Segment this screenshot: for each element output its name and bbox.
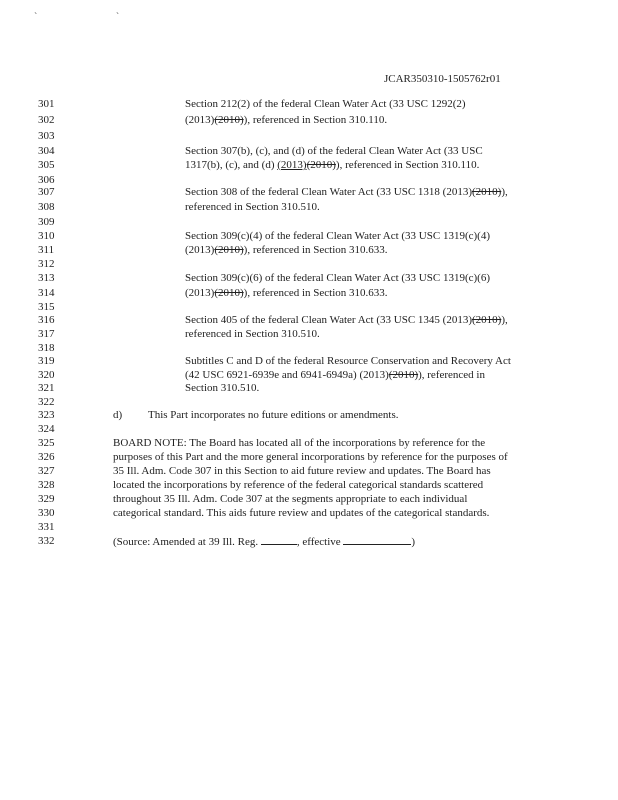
line-number: 322 [38,396,55,408]
line-number: 304 [38,145,55,157]
line-number: 309 [38,216,55,228]
line-number: 310 [38,230,55,242]
text-line: (2013)(2010)), referenced in Section 310.633. [185,244,388,256]
line-number: 315 [38,301,55,313]
text-line: Subtitles C and D of the federal Resource Conservation and Recovery Act [185,355,511,367]
line-number: 329 [38,493,55,505]
line-number: 312 [38,258,55,270]
line-number: 330 [38,507,55,519]
line-number: 318 [38,342,55,354]
line-number: 314 [38,287,55,299]
text-line: Section 308 of the federal Clean Water Act (33 USC 1318 (2013)(2010)), [185,186,508,198]
line-number: 325 [38,437,55,449]
deleted-text: (2010) [214,287,244,299]
board-note-line: located the incorporations by reference of the federal categorical standards scattered [113,479,484,491]
deleted-text: (2010) [471,314,502,326]
source-note: (Source: Amended at 39 Ill. Reg. , effective ) [113,536,416,548]
board-note-line: purposes of this Part and the more general incorporations by reference for the purposes of [113,451,508,463]
text-line: Section 310.510. [185,382,260,394]
text-line: Section 212(2) of the federal Clean Water Act (33 USC 1292(2) [185,98,466,110]
document-id: JCAR350310-1505762r01 [384,73,501,85]
line-number: 327 [38,465,55,477]
deleted-text: (2010) [388,369,419,381]
line-number: 306 [38,174,55,186]
deleted-text: (2010) [306,159,336,171]
line-number: 313 [38,272,55,284]
text-line: (2013)(2010)), referenced in Section 310.110. [185,114,388,126]
text-line: (42 USC 6921-6939e and 6941-6949a) (2013)(2010)), referenced in [185,369,485,381]
inserted-text: (2013) [277,159,307,171]
text-line: Section 309(c)(6) of the federal Clean Water Act (33 USC 1319(c)(6) [185,272,490,284]
line-number: 323 [38,409,55,421]
line-number: 320 [38,369,55,381]
text-line: Section 309(c)(4) of the federal Clean Water Act (33 USC 1319(c)(4) [185,230,490,242]
blank-line [261,535,297,545]
line-number: 303 [38,130,55,142]
line-number: 332 [38,535,55,547]
line-number: 302 [38,114,55,126]
line-number: 305 [38,159,55,171]
text-line: 1317(b), (c), and (d) (2013)(2010)), referenced in Section 310.110. [185,159,480,171]
deleted-text: (2010) [471,186,502,198]
text-line: referenced in Section 310.510. [185,201,320,213]
deleted-text: (2010) [214,244,244,256]
line-number: 317 [38,328,55,340]
board-note-line: categorical standard. This aids future review and updates of the categorical standards. [113,507,490,519]
line-number: 307 [38,186,55,198]
line-number: 319 [38,355,55,367]
text-line: referenced in Section 310.510. [185,328,320,340]
board-note-line: throughout 35 Ill. Adm. Code 307 at the segments appropriate to each individual [113,493,468,505]
text-line: Section 405 of the federal Clean Water Act (33 USC 1345 (2013)(2010)), [185,314,508,326]
line-number: 328 [38,479,55,491]
board-note-line: 35 Ill. Adm. Code 307 in this Section to aid future review and updates. The Board has [113,465,491,477]
subsection-label: d) [113,409,123,421]
line-number: 308 [38,201,55,213]
blank-line [343,535,411,545]
line-number: 331 [38,521,55,533]
line-number: 326 [38,451,55,463]
board-note-line: BOARD NOTE: The Board has located all of the incorporations by reference for the [113,437,486,449]
corner-marks: ` ` [34,12,158,23]
deleted-text: (2010) [214,114,244,126]
line-number: 316 [38,314,55,326]
text-line: (2013)(2010)), referenced in Section 310.633. [185,287,388,299]
line-number: 324 [38,423,55,435]
text-line: This Part incorporates no future editions or amendments. [148,409,399,421]
line-number: 321 [38,382,55,394]
line-number: 301 [38,98,55,110]
line-number: 311 [38,244,55,256]
text-line: Section 307(b), (c), and (d) of the federal Clean Water Act (33 USC [185,145,483,157]
